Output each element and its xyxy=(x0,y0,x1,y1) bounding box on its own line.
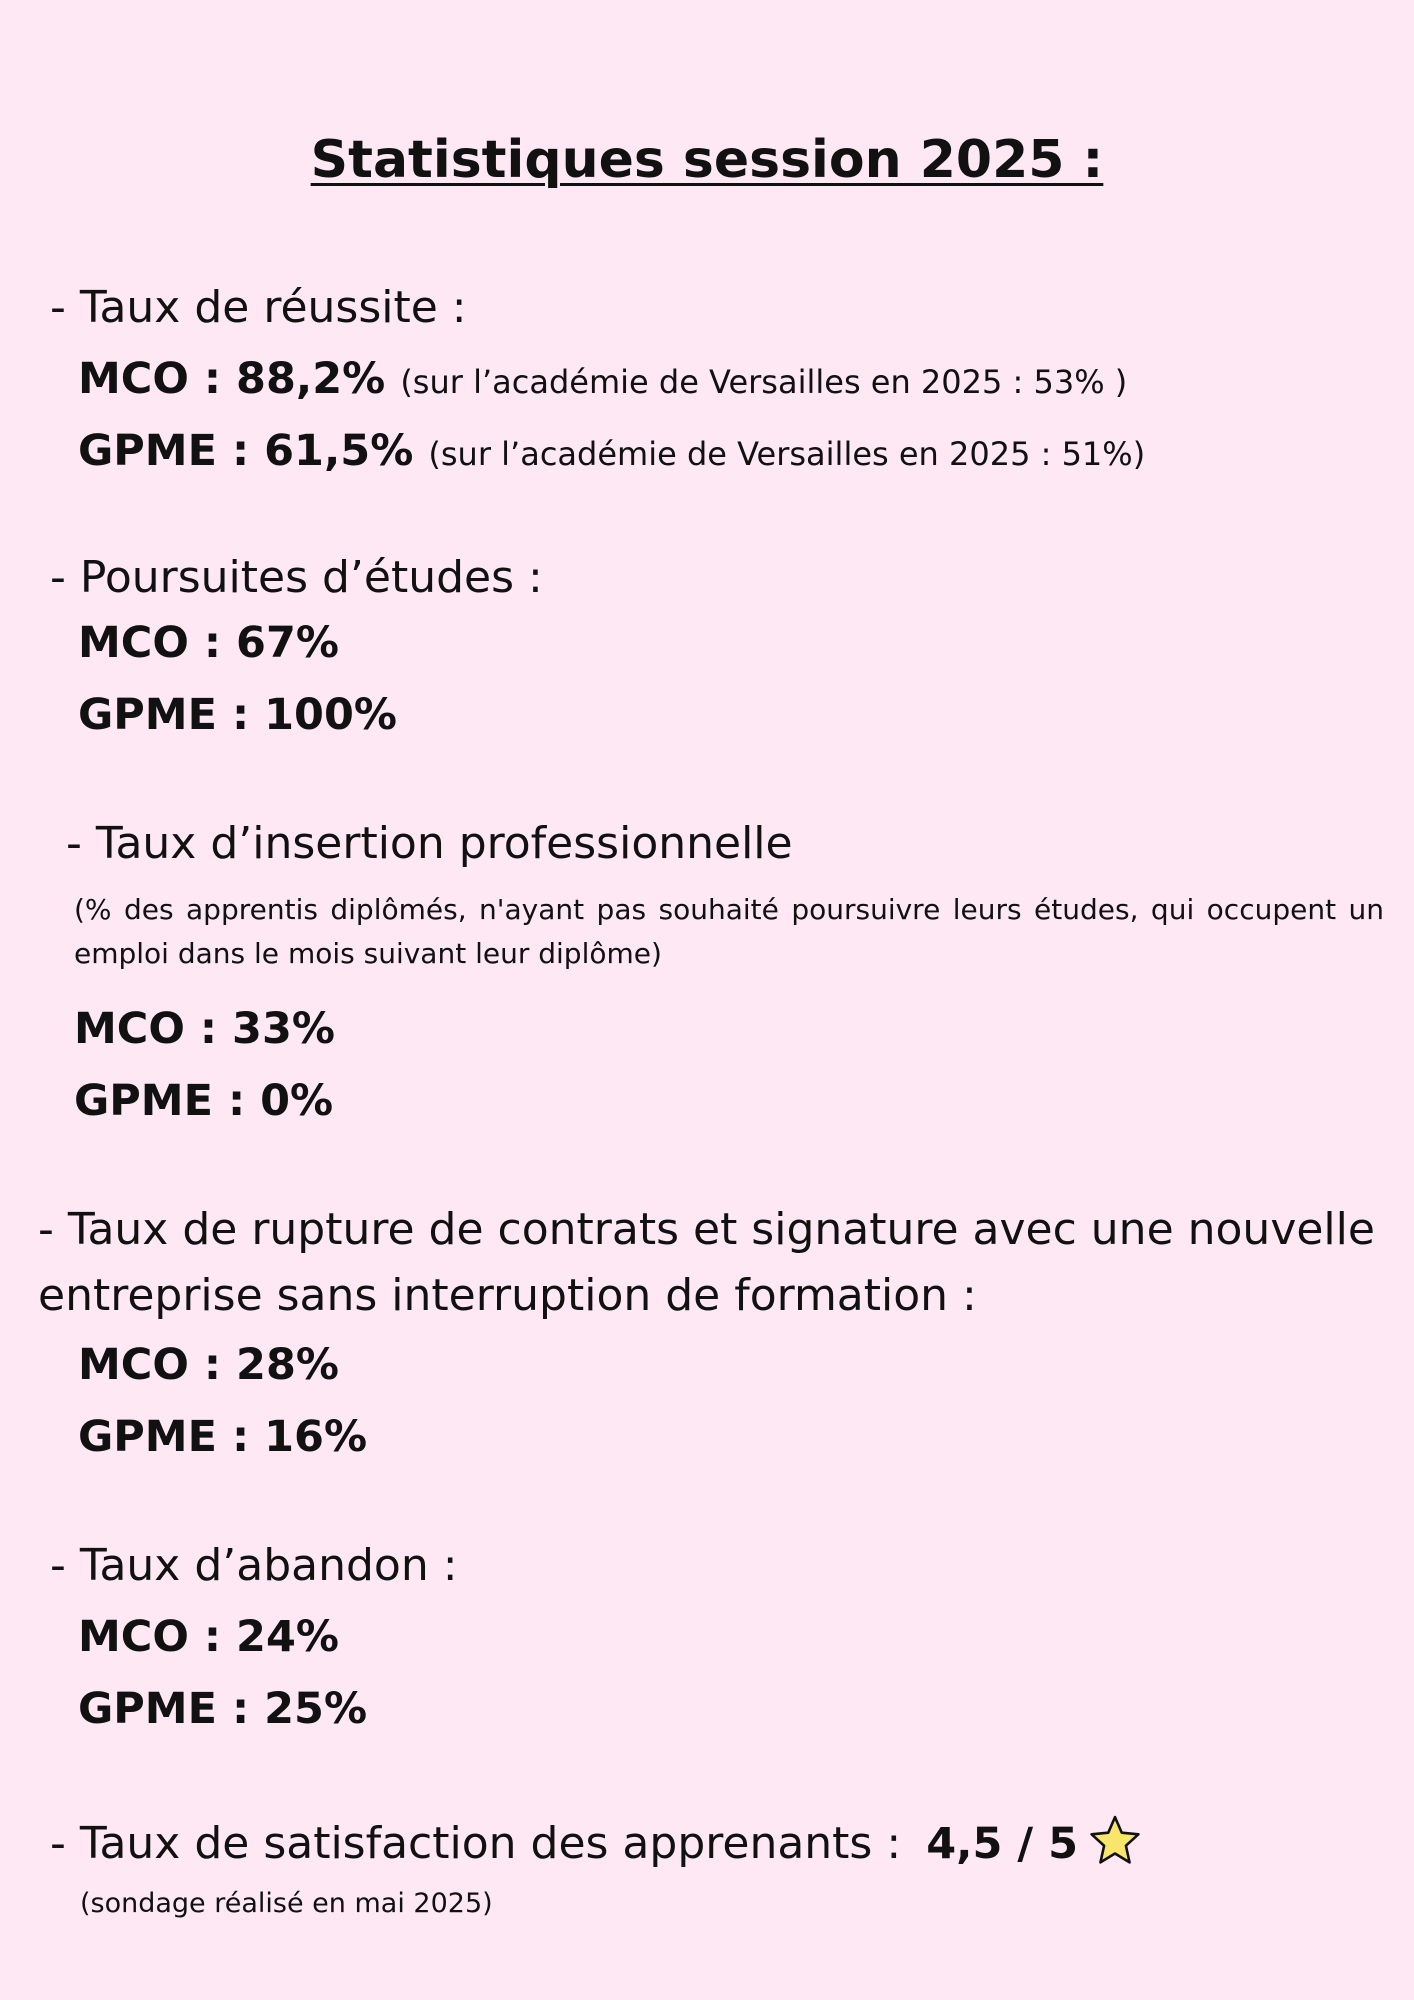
insertion-heading: - Taux d’insertion professionnelle xyxy=(66,818,793,869)
insertion-description: (% des apprentis diplômés, n'ayant pas souhaité poursuivre leurs études, qui occupent un emploi dans le mois suivant leur diplôme) xyxy=(74,893,1384,970)
reussite-mco-value: MCO : 88,2% xyxy=(78,354,386,404)
rupture-mco-value: MCO : 28% xyxy=(78,1340,339,1390)
reussite-heading: - Taux de réussite : xyxy=(50,282,467,333)
insertion-mco-value: MCO : 33% xyxy=(74,1004,335,1054)
star-icon xyxy=(1089,1814,1141,1866)
reussite-mco-row xyxy=(78,354,1127,404)
rupture-gpme-value: GPME : 16% xyxy=(78,1412,368,1462)
poursuites-mco-value: MCO : 67% xyxy=(78,618,339,668)
reussite-gpme-note: (sur l’académie de Versailles en 2025 : 51%) xyxy=(428,435,1146,473)
satisfaction-heading: - Taux de satisfaction des apprenants : xyxy=(50,1818,902,1869)
abandon-mco-value: MCO : 24% xyxy=(78,1612,339,1662)
rupture-heading-line2: entreprise sans interruption de formation : xyxy=(38,1270,977,1321)
satisfaction-row xyxy=(50,1814,1141,1869)
reussite-mco-note: (sur l’académie de Versailles en 2025 : 53% ) xyxy=(400,363,1128,401)
satisfaction-score: 4,5 / 5 xyxy=(926,1819,1079,1869)
rupture-heading-line1: - Taux de rupture de contrats et signature avec une nouvelle xyxy=(38,1204,1375,1255)
reussite-gpme-value: GPME : 61,5% xyxy=(78,426,414,476)
abandon-heading: - Taux d’abandon : xyxy=(50,1540,458,1591)
page-title: Statistiques session 2025 : xyxy=(310,130,1104,190)
satisfaction-note: (sondage réalisé en mai 2025) xyxy=(80,1888,493,1919)
abandon-gpme-value: GPME : 25% xyxy=(78,1684,368,1734)
reussite-gpme-row xyxy=(78,426,1145,476)
insertion-gpme-value: GPME : 0% xyxy=(74,1076,334,1126)
poursuites-gpme-value: GPME : 100% xyxy=(78,690,397,740)
poursuites-heading: - Poursuites d’études : xyxy=(50,552,543,603)
